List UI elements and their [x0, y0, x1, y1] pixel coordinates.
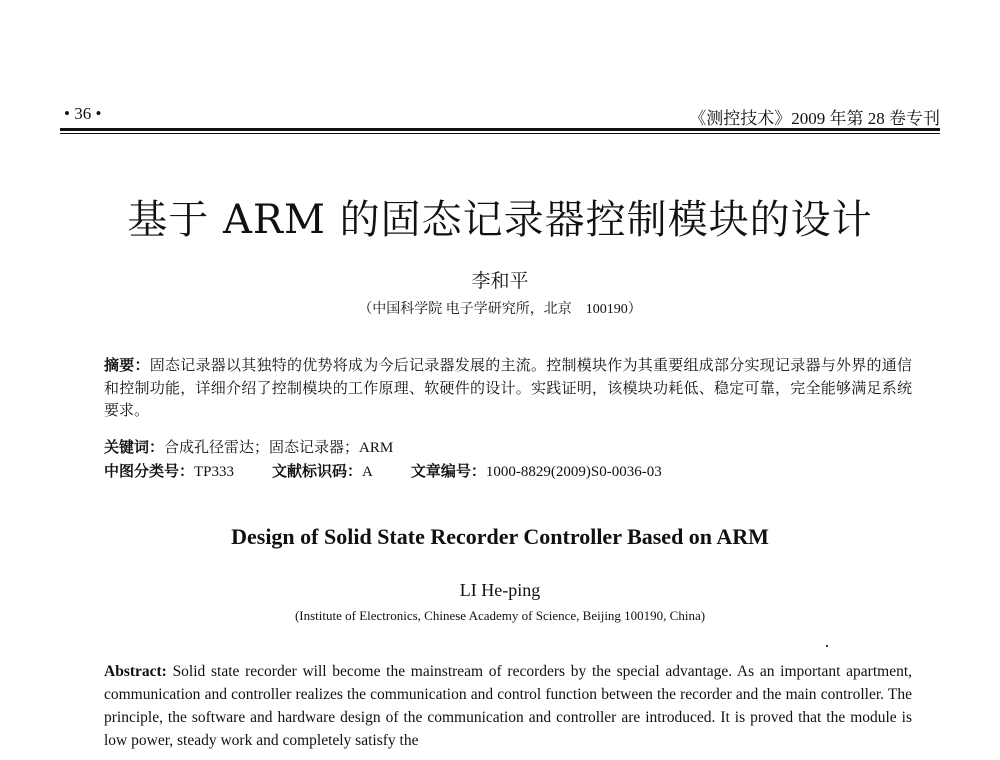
abstract-cn-text: 固态记录器以其独特的优势将成为今后记录器发展的主流。控制模块作为其重要组成部分实现记录器与外界的通信和控制功能，详细介绍了控制模块的工作原理、软硬件的设计。实践证明，该模块功耗低、稳定可靠，完全能够满足系统要求。: [104, 358, 912, 419]
affiliation-en: (Institute of Electronics, Chinese Academy of Science, Beijing 100190, China): [294, 608, 706, 623]
running-header: [60, 104, 940, 130]
keywords-cn-text: 合成孔径雷达；固态记录器；ARM: [164, 440, 394, 456]
keywords-cn-label: 关键词：: [104, 438, 165, 456]
abstract-en-text: Solid state recorder will become the mainstream of recorders by the special advantage. As an important apartment, communication and controller realizes the communication and control function between the recorder and the main controller. The principle, the software and hardware design of the communication and controller are introduced. It is proved that the module is low power, steady work and completely satisfy the: [104, 663, 913, 749]
abstract-en: [104, 660, 912, 752]
article-number-value: 1000-8829(2009)S0-0036-03: [485, 464, 662, 480]
header-rule-thin: [60, 133, 940, 134]
paper-title-cn: 基于 ARM 的固态记录器控制模块的设计: [127, 197, 873, 243]
abstract-cn-label: 摘要：: [104, 356, 150, 374]
author-en: LI He-ping: [459, 580, 541, 600]
page-number: • 36 •: [64, 104, 102, 123]
header-rule-thick: [60, 128, 940, 131]
doc-code-label: 文献标识码：: [272, 462, 363, 480]
clc-label: 中图分类号：: [104, 462, 195, 480]
author-cn: 李和平: [471, 270, 529, 292]
stray-mark: [826, 645, 828, 647]
abstract-en-label: Abstract:: [104, 663, 167, 680]
paper-title-en: Design of Solid State Recorder Controller Based on ARM: [231, 524, 769, 549]
keywords-cn: [104, 436, 912, 459]
doc-code-value: A: [362, 464, 373, 480]
abstract-cn: [104, 354, 912, 423]
journal-title: 《测控技术》2009 年第 28 卷专刊: [689, 109, 940, 128]
classification-line: [104, 460, 912, 483]
article-number-label: 文章编号：: [410, 462, 486, 480]
affiliation-cn: （中国科学院 电子学研究所，北京 100190）: [358, 302, 642, 317]
clc-value: TP333: [194, 464, 235, 480]
